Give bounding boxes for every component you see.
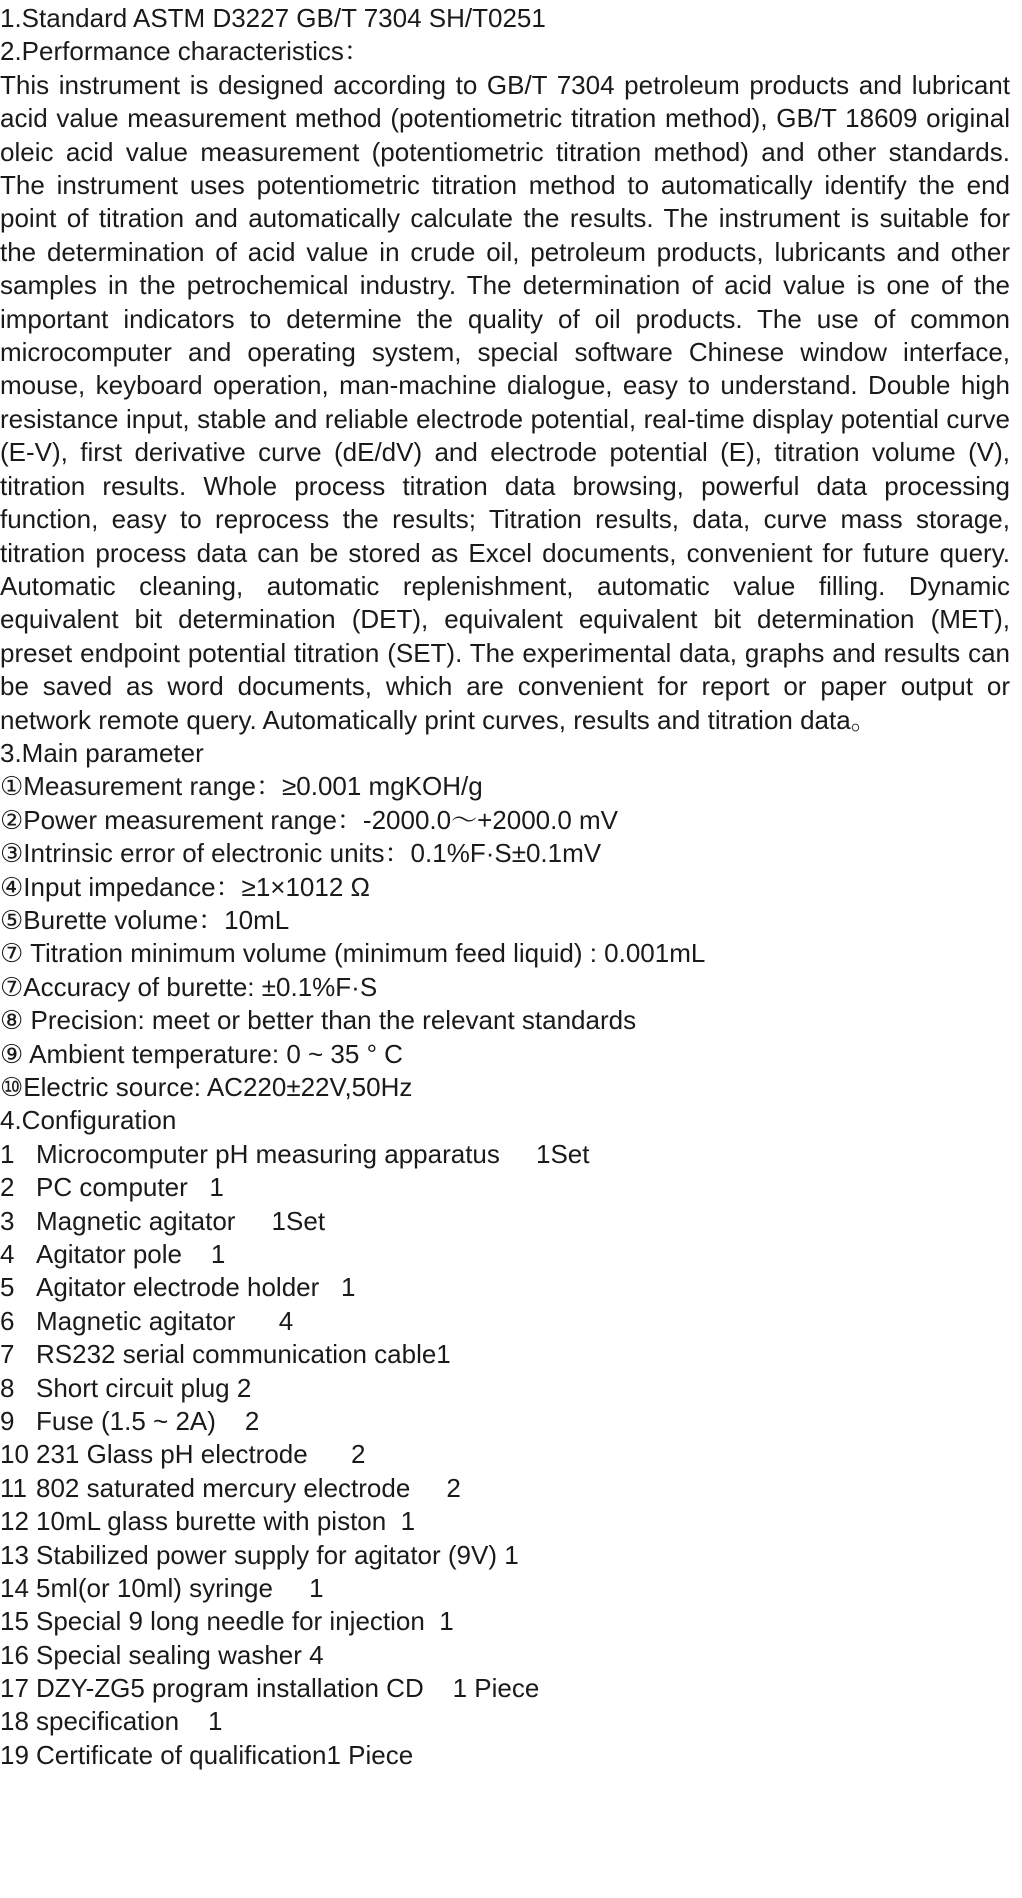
configuration-item-text: Agitator electrode holder 1: [36, 1272, 356, 1303]
parameter-item: ⑨ Ambient temperature: 0 ~ 35 ° C: [0, 1038, 403, 1069]
configuration-item: [0, 1572, 1020, 1605]
configuration-item-text: 231 Glass pH electrode 2: [36, 1439, 366, 1470]
configuration-item: [0, 1639, 1020, 1672]
configuration-item-text: RS232 serial communication cable1: [36, 1339, 451, 1370]
configuration-item-number: 18: [0, 1706, 29, 1737]
main-parameter-heading: 3.Main parameter: [0, 737, 204, 768]
performance-heading: 2.Performance characteristics：: [0, 36, 370, 67]
configuration-item-number: 8: [0, 1372, 15, 1403]
configuration-item: [0, 1405, 1020, 1438]
configuration-item-text: specification 1: [36, 1706, 223, 1737]
parameter-item: ⑤Burette volume：10mL: [0, 904, 290, 935]
parameter-item: ⑩Electric source: AC220±22V,50Hz: [0, 1072, 413, 1102]
configuration-item-text: PC computer 1: [36, 1172, 224, 1203]
configuration-item-text: Magnetic agitator 1Set: [36, 1205, 326, 1236]
configuration-item-number: 3: [0, 1205, 15, 1236]
configuration-item-number: 1: [0, 1138, 15, 1169]
configuration-item: [0, 1505, 1020, 1538]
configuration-item-number: 6: [0, 1305, 15, 1336]
configuration-item-text: Special sealing washer 4: [36, 1639, 324, 1670]
configuration-item: [0, 1705, 1020, 1738]
standard-line: 1.Standard ASTM D3227 GB/T 7304 SH/T0251: [0, 3, 546, 33]
configuration-item-number: 12: [0, 1506, 29, 1537]
configuration-item-text: 5ml(or 10ml) syringe 1: [36, 1572, 324, 1603]
configuration-item-text: 10mL glass burette with piston 1: [36, 1506, 416, 1537]
configuration-list: [0, 1138, 1020, 1772]
configuration-item: [0, 1539, 1020, 1572]
configuration-heading: 4.Configuration: [0, 1105, 177, 1136]
configuration-item-number: 10: [0, 1439, 29, 1470]
configuration-item-number: 4: [0, 1238, 15, 1269]
parameter-item: ①Measurement range：≥0.001 mgKOH/g: [0, 771, 483, 802]
parameter-item: ⑦Accuracy of burette: ±0.1%F·S: [0, 971, 378, 1002]
configuration-item-text: Special 9 long needle for injection 1: [36, 1606, 454, 1637]
configuration-item-number: 2: [0, 1172, 15, 1203]
configuration-item-number: 7: [0, 1339, 15, 1370]
configuration-item-number: 9: [0, 1405, 15, 1436]
configuration-item-number: 11: [0, 1472, 27, 1503]
parameter-list: [0, 770, 1020, 1104]
configuration-item-number: 13: [0, 1539, 29, 1570]
configuration-item: [0, 1205, 1020, 1238]
parameter-item: ⑦ Titration minimum volume (minimum feed liquid) : 0.001mL: [0, 938, 706, 969]
configuration-item: [0, 1472, 1020, 1505]
configuration-item: [0, 1305, 1020, 1338]
parameter-item: ②Power measurement range：-2000.0～+2000.0 mV: [0, 804, 619, 835]
configuration-item: [0, 1271, 1020, 1304]
configuration-item: [0, 1171, 1020, 1204]
document: [0, 2, 1020, 1772]
configuration-item-text: Agitator pole 1: [36, 1238, 226, 1269]
configuration-item: [0, 1372, 1020, 1405]
parameter-item: ③Intrinsic error of electronic units：0.1%F·S±0.1mV: [0, 838, 602, 869]
configuration-item-number: 15: [0, 1606, 29, 1637]
configuration-item-number: 19: [0, 1739, 29, 1770]
configuration-item: [0, 1238, 1020, 1271]
configuration-item-text: Certificate of qualification1 Piece: [36, 1739, 414, 1770]
configuration-item: [0, 1739, 1020, 1772]
configuration-item-text: Fuse (1.5 ~ 2A) 2: [36, 1405, 260, 1436]
configuration-item-text: Short circuit plug 2: [36, 1372, 252, 1403]
configuration-item-text: Stabilized power supply for agitator (9V) 1: [36, 1539, 519, 1570]
configuration-item-number: 5: [0, 1272, 15, 1303]
parameter-item: ⑧ Precision: meet or better than the relevant standards: [0, 1005, 637, 1036]
configuration-item-number: 17: [0, 1673, 29, 1704]
configuration-item-number: 14: [0, 1572, 29, 1603]
configuration-item-number: 16: [0, 1639, 29, 1670]
configuration-item: [0, 1438, 1020, 1471]
configuration-item: [0, 1138, 1020, 1171]
configuration-item-text: Microcomputer pH measuring apparatus 1Set: [36, 1138, 590, 1169]
configuration-item: [0, 1672, 1020, 1705]
configuration-item: [0, 1338, 1020, 1371]
performance-paragraph: This instrument is designed according to GB/T 7304 petroleum products and lubricant acid value measurement method (potentiometric titration method), GB/T 18609 original oleic acid value measurement (potentiometric titration method) and other standards. The instrument uses potentiometric titration method to automatically identify the end point of titration and automatically calculate the results. The instrument is suitable for the determination of acid value in crude oil, petroleum products, lubricants and other samples in the petrochemical industry. The determination of acid value is one of the important indicators to determine the quality of oil products. The use of common microcomputer and operating system, special software Chinese window interface, mouse, keyboard operation, man-machine dialogue, easy to understand. Double high resistance input, stable and reliable electrode potential, real-time display potential curve (E-V), first derivative curve (dE/dV) and electrode potential (E), titration volume (V), titration results. Whole process titration data browsing, powerful data processing function, easy to reprocess the results; Titration results, data, curve mass storage, titration process data can be stored as Excel documents, convenient for future query. Automatic cleaning, automatic replenishment, automatic value filling. Dynamic equivalent bit determination (DET), equivalent equivalent bit determination (MET), preset endpoint potential titration (SET). The experimental data, graphs and results can be saved as word documents, which are convenient for report or paper output or network remote query. Automatically print curves, results and titration data。: [0, 69, 1010, 735]
configuration-item-text: 802 saturated mercury electrode 2: [36, 1472, 461, 1503]
configuration-item: [0, 1605, 1020, 1638]
parameter-item: ④Input impedance：≥1×1012 Ω: [0, 871, 370, 902]
configuration-item-text: Magnetic agitator 4: [36, 1305, 294, 1336]
configuration-item-text: DZY-ZG5 program installation CD 1 Piece: [36, 1673, 540, 1704]
